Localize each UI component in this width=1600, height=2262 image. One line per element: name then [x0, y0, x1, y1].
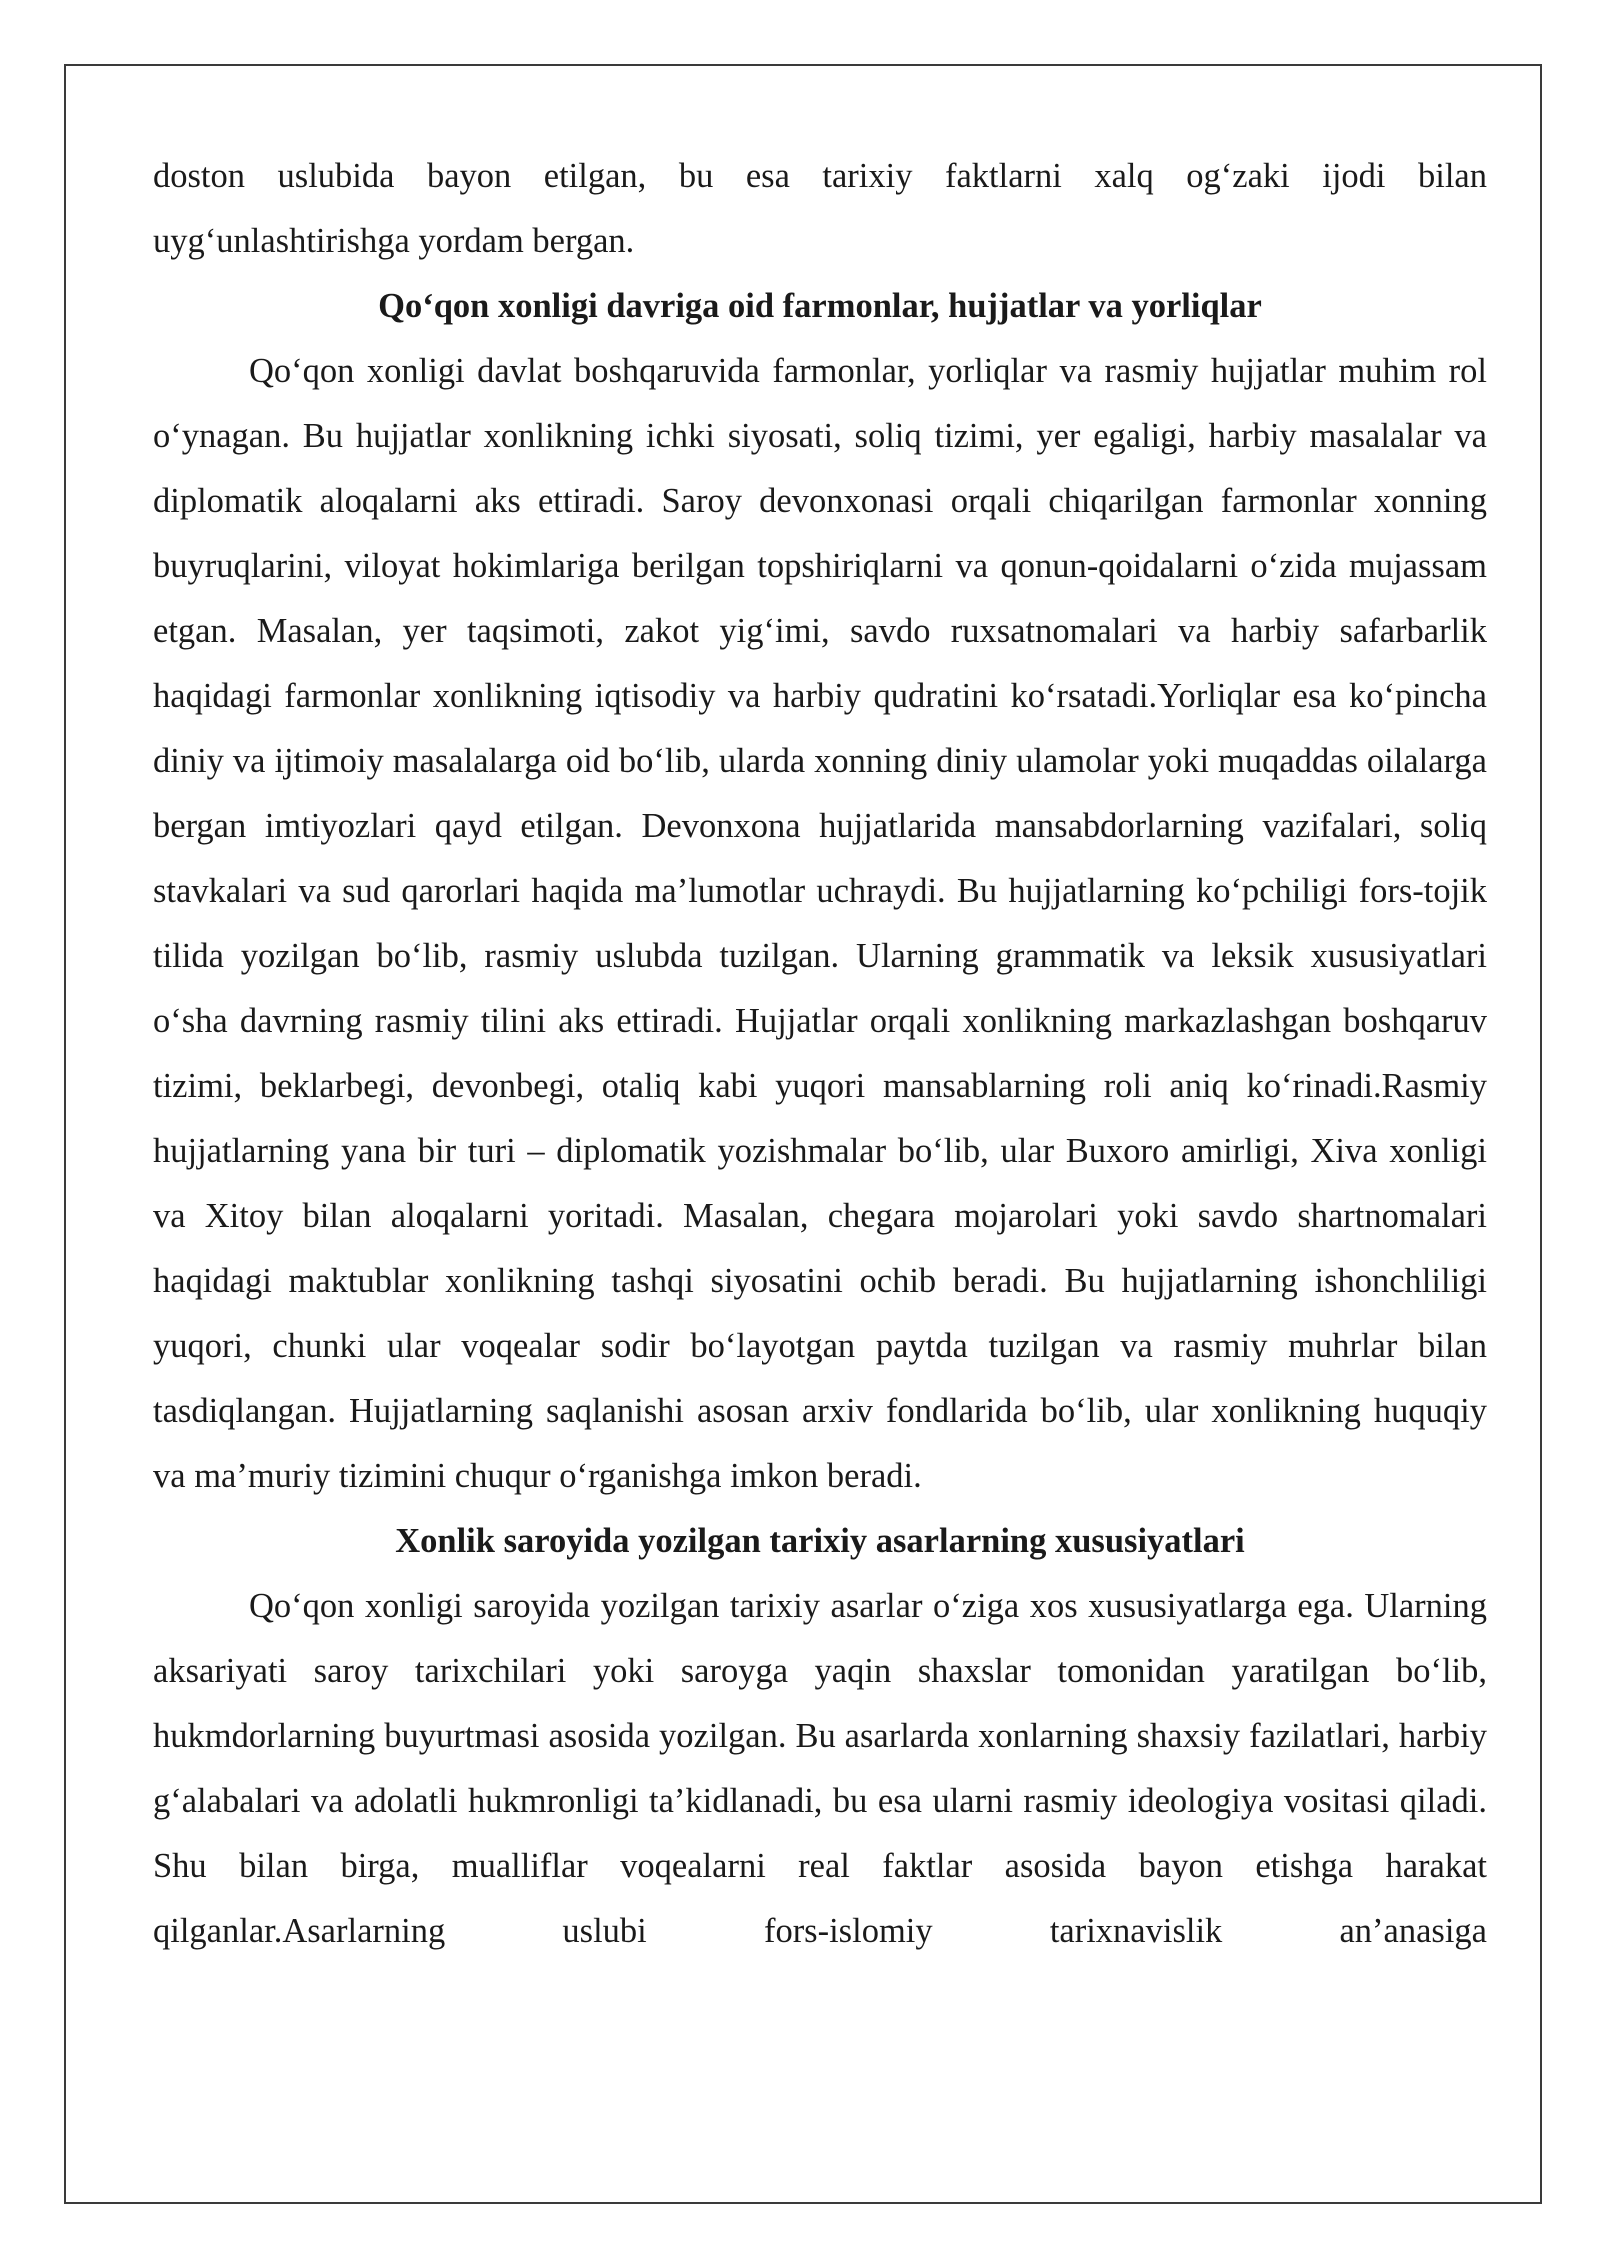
document-body [153, 144, 1487, 1964]
section-heading-farmonlar: Qo‘qon xonligi davriga oid farmonlar, hujjatlar va yorliqlar [378, 287, 1262, 325]
section-paragraph-farmonlar: Qo‘qon xonligi davlat boshqaruvida farmonlar, yorliqlar va rasmiy hujjatlar muhim rol o‘ynagan. Bu hujjatlar xonlikning ichki siyosati, soliq tizimi, yer egaligi, harbiy masalalar va diplomatik aloqalarni aks ettiradi. Saroy devonxonasi orqali chiqarilgan farmonlar xonning buyruqlarini, viloyat hokimlariga berilgan topshiriqlarni va qonun-qoidalarni o‘zida mujassam etgan. Masalan, yer taqsimoti, zakot yig‘imi, savdo ruxsatnomalari va harbiy safarbarlik haqidagi farmonlar xonlikning iqtisodiy va harbiy qudratini ko‘rsatadi.Yorliqlar esa ko‘pincha diniy va ijtimoiy masalalarga oid bo‘lib, ularda xonning diniy ulamolar yoki muqaddas oilalarga bergan imtiyozlari qayd etilgan. Devonxona hujjatlarida mansabdorlarning vazifalari, soliq stavkalari va sud qarorlari haqida ma’lumotlar uchraydi. Bu hujjatlarning ko‘pchiligi fors-tojik tilida yozilgan bo‘lib, rasmiy uslubda tuzilgan. Ularning grammatik va leksik xususiyatlari o‘sha davrning rasmiy tilini aks ettiradi. Hujjatlar orqali xonlikning markazlashgan boshqaruv tizimi, beklarbegi, devonbegi, otaliq kabi yuqori mansablarning roli aniq ko‘rinadi.Rasmiy hujjatlarning yana bir turi – diplomatik yozishmalar bo‘lib, ular Buxoro amirligi, Xiva xonligi va Xitoy bilan aloqalarni yoritadi. Masalan, chegara mojarolari yoki savdo shartnomalari haqidagi maktublar xonlikning tashqi siyosatini ochib beradi. Bu hujjatlarning ishonchliligi yuqori, chunki ular voqealar sodir bo‘layotgan paytda tuzilgan va rasmiy muhrlar bilan tasdiqlangan. Hujjatlarning saqlanishi asosan arxiv fondlarida bo‘lib, ular xonlikning huquqiy va ma’muriy tizimini chuqur o‘rganishga imkon beradi. [153, 352, 1487, 1495]
section-paragraph-asarlar: Qo‘qon xonligi saroyida yozilgan tarixiy asarlar o‘ziga xos xususiyatlarga ega. Ularning aksariyati saroy tarixchilari yoki saroyga yaqin shaxslar tomonidan yaratilgan bo‘lib, hukmdorlarning buyurtmasi asosida yozilgan. Bu asarlarda xonlarning shaxsiy fazilatlari, harbiy g‘alabalari va adolatli hukmronligi ta’kidlanadi, bu esa ularni rasmiy ideologiya vositasi qiladi. Shu bilan birga, mualliflar voqealarni real faktlar asosida bayon etishga harakat qilganlar.Asarlarning uslubi fors-islomiy tarixnavislik an’anasiga [153, 1587, 1487, 1950]
section-heading-asarlar: Xonlik saroyida yozilgan tarixiy asarlarning xususiyatlari [395, 1522, 1245, 1560]
intro-paragraph: doston uslubida bayon etilgan, bu esa tarixiy faktlarni xalq og‘zaki ijodi bilan uyg‘unlashtirishga yordam bergan. [153, 157, 1487, 260]
